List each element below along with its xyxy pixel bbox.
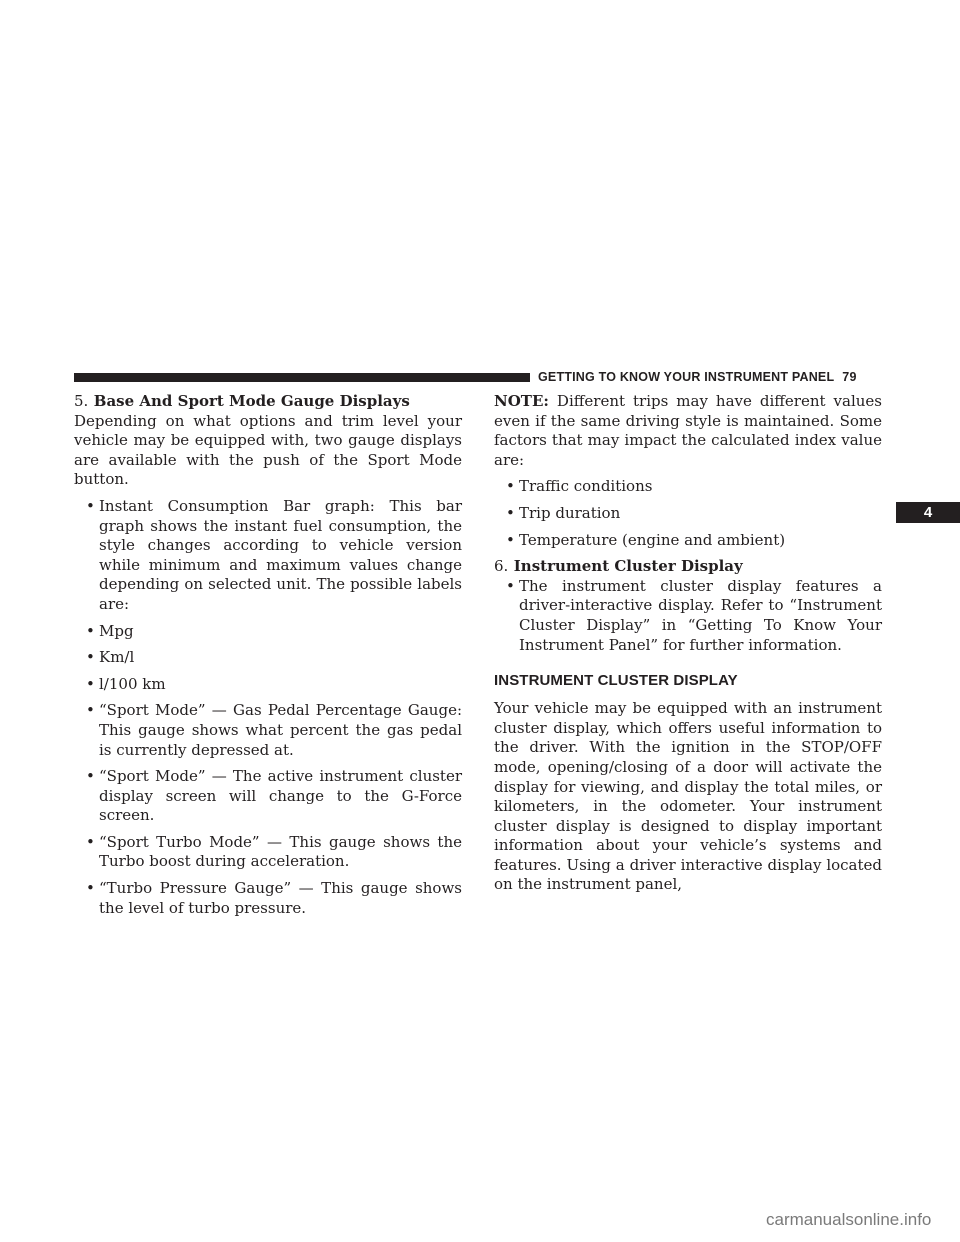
section-body: Your vehicle may be equipped with an instrument cluster display, which offers useful information to the driver. With the ignition in the STOP/OFF mode, opening/closing of a door will activate the display for viewing, and display the total miles, or kilometers, in the odometer. Your instrument cluster display is designed to display important information about your vehicle’s systems and features. Using a driver interactive display located on the instrument panel, xyxy=(494,699,882,894)
bullet-icon: • xyxy=(506,576,515,595)
bullet-icon: • xyxy=(86,674,95,693)
factor-bullet-list xyxy=(494,477,882,550)
bullet-icon: • xyxy=(506,530,515,549)
gauge-bullet-list xyxy=(74,497,462,918)
list-item: • Traffic conditions xyxy=(506,477,653,496)
list-item: • Trip duration xyxy=(506,503,621,522)
bullet-icon: • xyxy=(86,879,95,898)
list-item: • Km/l xyxy=(86,648,135,667)
item-5-title: Base And Sport Mode Gauge Displays xyxy=(93,392,410,410)
bullet-icon: • xyxy=(86,496,95,515)
list-item: • “Sport Turbo Mode” — This gauge shows the Turbo boost during acceleration. xyxy=(86,832,462,871)
header-title: GETTING TO KNOW YOUR INSTRUMENT PANEL xyxy=(538,370,835,384)
item-6-heading xyxy=(494,557,882,577)
list-item: • “Turbo Pressure Gauge” — This gauge shows the level of turbo pressure. xyxy=(86,879,462,917)
bullet-icon: • xyxy=(86,701,95,720)
item-5-heading xyxy=(74,392,462,412)
bullet-icon: • xyxy=(86,621,95,640)
page-number: 79 xyxy=(842,370,857,384)
list-item: • “Sport Mode” — The active instrument cluster display screen will change to the G-Force screen. xyxy=(86,767,462,825)
left-column xyxy=(74,392,462,925)
bullet-icon: • xyxy=(506,477,515,496)
list-item: • “Sport Mode” — Gas Pedal Percentage Gauge: This gauge shows what percent the gas pedal is currently depressed at. xyxy=(86,701,462,759)
list-item: • Temperature (engine and ambient) xyxy=(506,530,786,549)
running-header xyxy=(538,370,857,384)
list-item: • Mpg xyxy=(86,621,134,640)
bullet-icon: • xyxy=(86,832,95,851)
cluster-bullet-list xyxy=(494,577,882,655)
chapter-tab: 4 xyxy=(896,502,960,523)
item-6-title: Instrument Cluster Display xyxy=(513,557,743,576)
item-6-number: 6. xyxy=(494,557,509,576)
item-5-number: 5. xyxy=(74,392,89,410)
bullet-icon: • xyxy=(86,648,95,667)
list-item: • The instrument cluster display features a driver-interactive display. Refer to “Instrument Cluster Display” in “Getting To Know Your Instrument Panel” for further information. xyxy=(506,576,882,654)
intro-paragraph: Depending on what options and trim level your vehicle may be equipped with, two gauge displays are available with the push of the Sport Mode button. xyxy=(74,411,462,489)
watermark-text: carmanualsonline.info xyxy=(766,1210,932,1229)
list-item: • Instant Consumption Bar graph: This bar graph shows the instant fuel consumption, the style changes according to vehicle version while minimum and maximum values change depending on selected unit. The possible labels are: xyxy=(86,496,462,613)
header-rule xyxy=(74,373,530,382)
right-column xyxy=(494,392,882,895)
bullet-icon: • xyxy=(86,767,95,786)
note-text: Different trips may have different values even if the same driving style is maintained. Some factors that may impact the calculated index value are: xyxy=(494,392,882,469)
bullet-icon: • xyxy=(506,503,515,522)
list-item: • l/100 km xyxy=(86,674,166,693)
note-label: NOTE: xyxy=(494,392,549,410)
note-paragraph xyxy=(494,392,882,470)
section-heading: INSTRUMENT CLUSTER DISPLAY xyxy=(494,672,738,690)
